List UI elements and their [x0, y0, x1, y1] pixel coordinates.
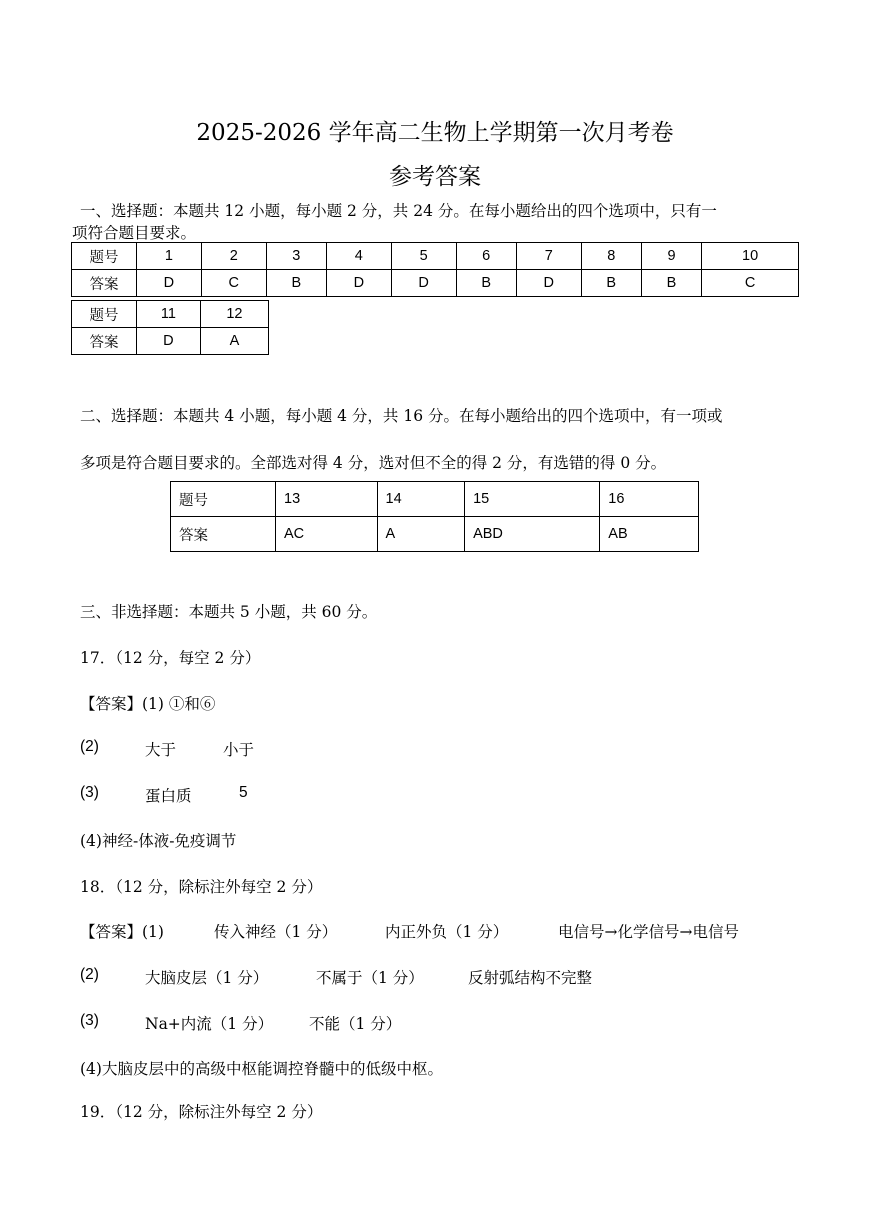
q18-header: 18．（12 分，除标注外每空 2 分） [80, 878, 323, 896]
table-cell: D [391, 270, 456, 297]
q18-answer-1-part3: 电信号→化学信号→电信号 [558, 923, 739, 941]
table-row [72, 270, 799, 297]
section2-instructions-line1: 二、选择题：本题共 4 小题，每小题 4 分，共 16 分。在每小题给出的四个选项中，有一项或 [80, 407, 723, 425]
q18-answer-2-part2: 不属于（1 分） [316, 969, 424, 987]
table-cell: D [137, 328, 201, 355]
table-cell: 5 [391, 243, 456, 270]
table-row [72, 328, 269, 355]
q18-answer-3-part1: Na+内流（1 分） [145, 1015, 274, 1033]
section1-instructions-line1: 一、选择题：本题共 12 小题，每小题 2 分，共 24 分。在每小题给出的四个选项中，只有一 [80, 202, 717, 220]
table-cell: 13 [276, 482, 378, 517]
q18-answer-1-number: 【答案】(1) [80, 923, 164, 941]
q17-answer-1: 【答案】(1) ①和⑥ [80, 695, 216, 713]
q18-answer-2-part3: 反射弧结构不完整 [468, 969, 593, 987]
q17-answer-3-part1: 蛋白质 [145, 787, 192, 805]
table-cell: 答案 [171, 517, 276, 552]
page-title: 2025-2026 学年高二生物上学期第一次月考卷 [196, 120, 674, 146]
q17-answer-4: (4)神经-体液-免疫调节 [80, 832, 237, 850]
table-row [171, 482, 699, 517]
table-row [171, 517, 699, 552]
table-row [72, 243, 799, 270]
q17-header: 17．（12 分，每空 2 分） [80, 649, 261, 667]
table-cell: 12 [200, 301, 268, 328]
table-cell: 答案 [72, 270, 137, 297]
q18-answer-2-part1: 大脑皮层（1 分） [145, 969, 269, 987]
table-cell: 3 [266, 243, 326, 270]
table-cell: AB [600, 517, 699, 552]
table-row [72, 301, 269, 328]
q19-header: 19．（12 分，除标注外每空 2 分） [80, 1103, 323, 1121]
section1-answer-table-b [71, 300, 269, 355]
table-cell: 答案 [72, 328, 137, 355]
table-cell: B [266, 270, 326, 297]
table-cell: A [200, 328, 268, 355]
table-cell: 10 [702, 243, 799, 270]
table-cell: 题号 [171, 482, 276, 517]
q17-answer-2-part1: 大于 [145, 741, 177, 759]
table-cell: B [456, 270, 516, 297]
table-cell: 6 [456, 243, 516, 270]
table-cell: 8 [581, 243, 641, 270]
table-cell: 15 [465, 482, 600, 517]
q18-answer-3-part2: 不能（1 分） [309, 1015, 402, 1033]
table-cell: D [326, 270, 391, 297]
table-cell: B [581, 270, 641, 297]
section2-answer-table [170, 481, 699, 552]
table-cell: D [516, 270, 581, 297]
q17-answer-3-number: (3) [80, 784, 99, 801]
q18-answer-1-part1: 传入神经（1 分） [214, 923, 338, 941]
table-cell: 7 [516, 243, 581, 270]
table-cell: C [201, 270, 266, 297]
table-cell: A [377, 517, 465, 552]
q17-answer-2-number: (2) [80, 738, 99, 755]
q18-answer-1-part2: 内正外负（1 分） [385, 923, 509, 941]
q17-answer-3-part2: 5 [239, 784, 248, 801]
q17-answer-2-part2: 小于 [223, 741, 255, 759]
table-cell: 16 [600, 482, 699, 517]
section1-instructions-line2: 项符合题目要求。 [72, 224, 197, 242]
table-cell: D [137, 270, 202, 297]
table-cell: C [702, 270, 799, 297]
section2-instructions-line2: 多项是符合题目要求的。全部选对得 4 分，选对但不全的得 2 分，有选错的得 0 分。 [80, 454, 667, 472]
table-cell: 2 [201, 243, 266, 270]
q18-answer-4: (4)大脑皮层中的高级中枢能调控脊髓中的低级中枢。 [80, 1060, 443, 1078]
section1-answer-table-a [71, 242, 799, 297]
table-cell: 9 [641, 243, 701, 270]
table-cell: ABD [465, 517, 600, 552]
table-cell: 14 [377, 482, 465, 517]
page-subtitle: 参考答案 [389, 164, 481, 190]
section3-heading: 三、非选择题：本题共 5 小题，共 60 分。 [80, 603, 378, 621]
table-cell: B [641, 270, 701, 297]
table-cell: 11 [137, 301, 201, 328]
table-cell: 1 [137, 243, 202, 270]
table-cell: 题号 [72, 243, 137, 270]
table-cell: 4 [326, 243, 391, 270]
table-cell: AC [276, 517, 378, 552]
q18-answer-2-number: (2) [80, 966, 99, 983]
table-cell: 题号 [72, 301, 137, 328]
q18-answer-3-number: (3) [80, 1012, 99, 1029]
